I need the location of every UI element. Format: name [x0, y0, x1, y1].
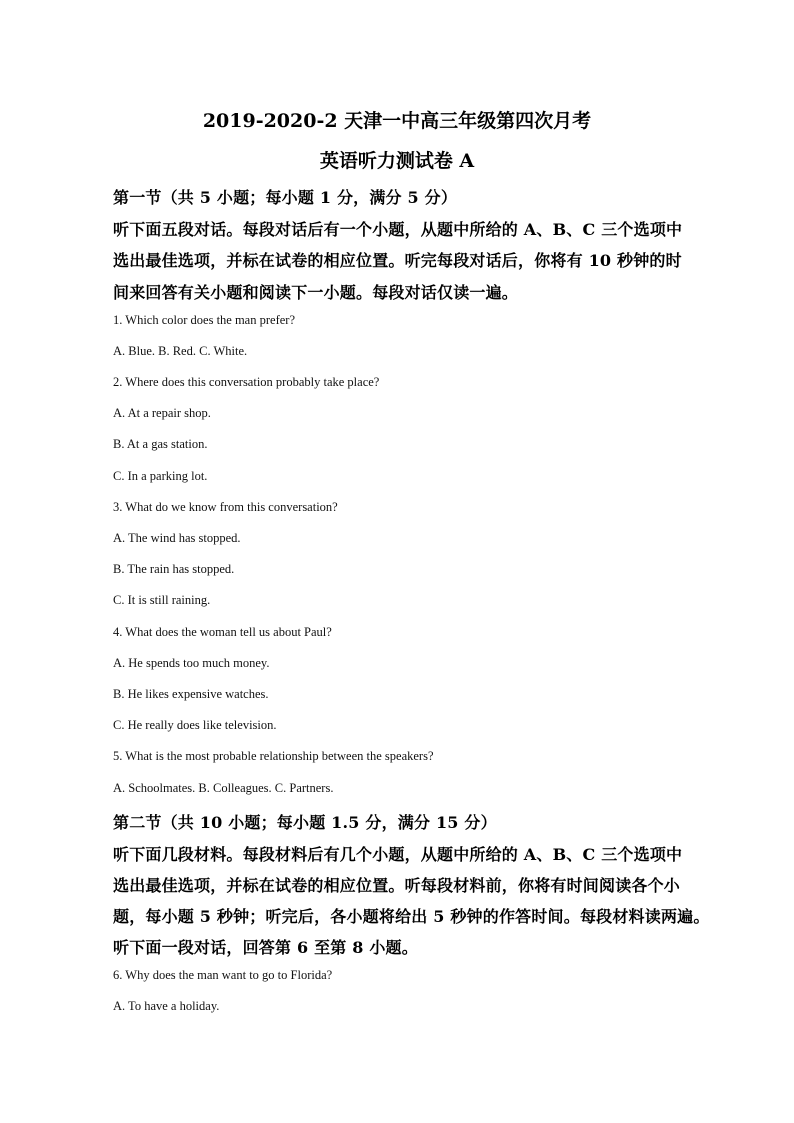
question-2-option-a: A. At a repair shop.: [113, 406, 211, 420]
section2-heading: 第二节（共 10 小题；每小题 1.5 分，满分 15 分）: [113, 813, 497, 832]
section2-instruction-line: 选出最佳选项，并标在试卷的相应位置。听每段材料前，你将有时间阅读各个小: [113, 876, 681, 895]
question-4-option-a: A. He spends too much money.: [113, 656, 270, 670]
section2-instruction-line: 听下面几段材料。每段材料后有几个小题，从题中所给的 A、B、C 三个选项中: [113, 845, 683, 864]
question-3: 3. What do we know from this conversation?: [113, 500, 338, 514]
section1-instruction-line: 选出最佳选项，并标在试卷的相应位置。听完每段对话后，你将有 10 秒钟的时: [113, 251, 682, 270]
question-2: 2. Where does this conversation probably take place?: [113, 375, 380, 389]
question-2-option-b: B. At a gas station.: [113, 437, 208, 451]
section1-instruction-line: 间来回答有关小题和阅读下一小题。每段对话仅读一遍。: [113, 283, 519, 302]
question-2-option-c: C. In a parking lot.: [113, 469, 208, 483]
question-5: 5. What is the most probable relationship between the speakers?: [113, 749, 434, 763]
question-3-option-a: A. The wind has stopped.: [113, 531, 241, 545]
section1-heading: 第一节（共 5 小题；每小题 1 分，满分 5 分）: [113, 188, 458, 207]
question-4: 4. What does the woman tell us about Paul?: [113, 625, 332, 639]
question-1: 1. Which color does the man prefer?: [113, 313, 295, 327]
section2-instruction-line: 听下面一段对话，回答第 6 至第 8 小题。: [113, 938, 418, 957]
section1-instruction-line: 听下面五段对话。每段对话后有一个小题，从题中所给的 A、B、C 三个选项中: [113, 220, 683, 239]
question-4-option-b: B. He likes expensive watches.: [113, 687, 269, 701]
exam-title: 2019-2020-2 天津一中高三年级第四次月考: [202, 110, 592, 132]
section2-instruction-line: 题，每小题 5 秒钟；听完后，各小题将给出 5 秒钟的作答时间。每段材料读两遍。: [113, 907, 710, 926]
question-3-option-b: B. The rain has stopped.: [113, 562, 235, 576]
question-6-option-a: A. To have a holiday.: [113, 999, 220, 1013]
question-1-options: A. Blue. B. Red. C. White.: [113, 344, 248, 358]
question-5-options: A. Schoolmates. B. Colleagues. C. Partners.: [113, 781, 334, 795]
question-3-option-c: C. It is still raining.: [113, 593, 211, 607]
question-6: 6. Why does the man want to go to Florida?: [113, 968, 333, 982]
question-4-option-c: C. He really does like television.: [113, 718, 277, 732]
exam-subtitle: 英语听力测试卷 A: [319, 150, 475, 172]
